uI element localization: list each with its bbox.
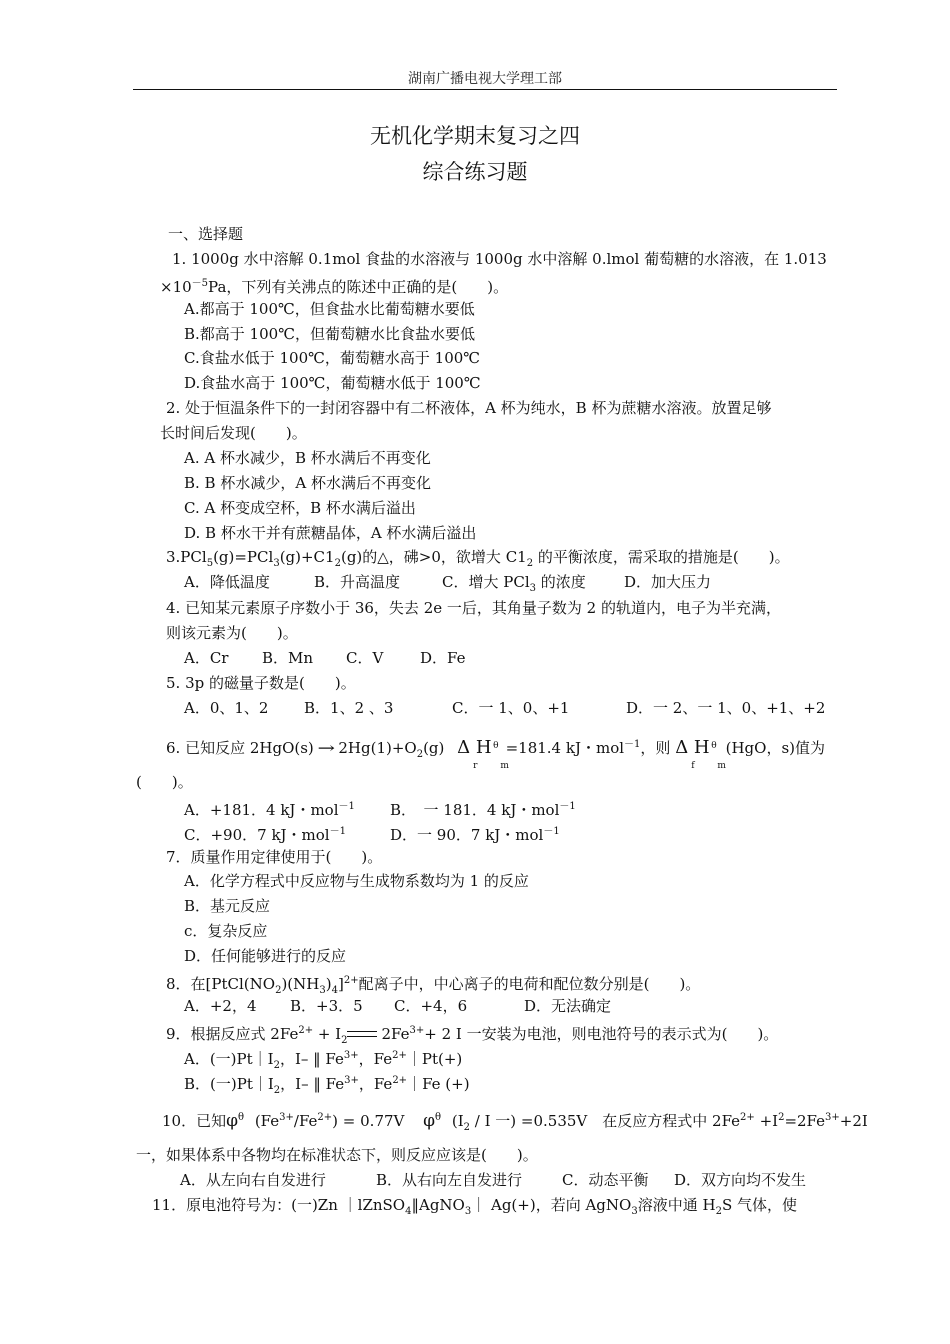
q10-option-b: B．从右向左自发进行 <box>376 1171 523 1189</box>
q6-option-b: B． 一 181．4 kJ・mol$^{-1}$ <box>390 801 576 819</box>
q3-option-a: A．降低温度 <box>184 573 270 591</box>
q7-option-d: D．任何能够进行的反应 <box>184 947 347 965</box>
q1-option-d: D.食盐水高于 100℃，葡萄糖水低于 100℃ <box>184 374 481 392</box>
q7-option-c: c．复杂反应 <box>184 922 268 940</box>
section-heading: 一、选择题 <box>168 225 244 243</box>
q2-option-b: B. B 杯水减少，A 杯水满后不再变化 <box>184 474 431 492</box>
reaction-arrow-icon: → <box>317 739 335 757</box>
q2-option-c: C. A 杯变成空杯，B 杯水满后溢出 <box>184 499 416 517</box>
q6-option-c: C．+90．7 kJ・mol$^{-1}$ <box>184 826 346 844</box>
q8-option-d: D．无法确定 <box>524 997 612 1015</box>
q4-stem-line1: 4. 已知某元素原子序数小于 36，失去 2e 一后，其角量子数为 2 的轨道内，电子为半充满， <box>166 599 781 617</box>
q8-stem: 8．在$[PtCl(NO_2)(NH_3)_4]^{2+}$配离子中，中心离子的电荷和配位数分别是( )。 <box>166 975 701 996</box>
q11-stem: 11．原电池符号为：(一)Zn ｜lZnSO$_4$‖AgNO$_3$｜ Ag(+)，若向 AgNO$_3$溶液中通 $H_2S$ 气体，使 <box>152 1196 797 1217</box>
q1-stem-line1: 1. 1000g 水中溶解 0.1mol 食盐的水溶液与 1000g 水中溶解 0.lmol 葡萄糖的水溶液，在 1.013 <box>172 250 827 268</box>
equilibrium-arrow-icon <box>347 1028 381 1042</box>
q3-stem: $3.PCl_5(g)=PCl_3(g)+C1_2(g)$的△，砩>0，欲增大 $C1_2$ 的平衡浓度，需采取的措施是( )。 <box>166 548 790 569</box>
q5-stem: 5. 3p 的磁量子数是( )。 <box>166 674 356 692</box>
q1-option-a: A.都高于 100℃，但食盐水比葡萄糖水要低 <box>184 300 475 318</box>
q2-stem-line2: 长时间后发现( )。 <box>160 424 307 442</box>
q9-option-b: B．(一)$Pt|I_2$，I– ‖ $Fe^{3+}$，$Fe^{2+}|Fe$ (+) <box>184 1075 470 1096</box>
q10-option-c: C．动态平衡 <box>562 1171 649 1189</box>
q6-stem-line1: 6. 已知反应 $2HgO(s) \to 2Hg(1)+O_2(g)$ Δ H θ r m =181.4 kJ・mol$^{-1}$，则 Δ H θ f m (HgO，s)值为 <box>166 737 826 771</box>
q4-option-b: B．Mn <box>262 649 314 667</box>
q10-option-a: A．从左向右自发进行 <box>180 1171 326 1189</box>
q5-option-a: A．0、1、2 <box>184 699 269 717</box>
q1-stem-line2: $\times 10^{-5}Pa$，下列有关沸点的陈述中正确的是( )。 <box>160 278 509 296</box>
q10-option-d: D．双方向均不发生 <box>674 1171 807 1189</box>
phi-symbol-2: φ <box>423 1111 436 1131</box>
q8-option-c: C．+4，6 <box>394 997 468 1015</box>
phi-symbol: φ <box>226 1111 238 1131</box>
q8-option-b: B．+3．5 <box>290 997 363 1015</box>
q7-option-b: B．基元反应 <box>184 897 271 915</box>
q6-option-d: D．一 90．7 kJ・mol$^{-1}$ <box>390 826 560 844</box>
q5-option-b: B．1、2 、3 <box>304 699 394 717</box>
q3-option-b: B．升高温度 <box>314 573 401 591</box>
header-rule <box>133 89 837 90</box>
q5-option-d: D．一 2、一 1、0、+1、+2 <box>626 699 826 717</box>
q7-option-a: A．化学方程式中反应物与生成物系数均为 1 的反应 <box>184 872 529 890</box>
q5-option-c: C．一 1、0、+1 <box>452 699 570 717</box>
q9-option-a: A．(一)$Pt|I_2$，I– ‖ $Fe^{3+}$，$Fe^{2+}|Pt(+)$ <box>184 1050 463 1071</box>
q4-option-c: C．V <box>346 649 384 667</box>
q10-stem-line1: 10．已知$\varphi^\theta$ $(Fe^{3+}/Fe^{2+}) = 0.77V$ $\varphi^\theta$ ($I_2$ / I 一) =0.535V 在反应方程式中 $2Fe^{2+} +I^2=2Fe^{3+}+2I$ <box>162 1111 868 1133</box>
q7-stem: 7．质量作用定律使用于( )。 <box>166 848 383 866</box>
q2-option-a: A. A 杯水减少，B 杯水满后不再变化 <box>184 449 431 467</box>
page-header: 湖南广播电视大学理工部 <box>408 71 562 87</box>
q2-stem-line1: 2. 处于恒温条件下的一封闭容器中有二杯液体，A 杯为纯水，B 杯为蔗糖水溶液。放置足够 <box>166 399 772 417</box>
q4-option-d: D．Fe <box>420 649 466 667</box>
q9-stem: 9．根据反应式 $2Fe^{2+} + I_2$ $2Fe^{3+}+ 2$ I 一安装为电池，则电池符号的表示式为( )。 <box>166 1025 779 1046</box>
q4-option-a: A．Cr <box>184 649 229 667</box>
q4-stem-line2: 则该元素为( )。 <box>166 624 298 642</box>
q1-option-b: B.都高于 100℃，但葡萄糖水比食盐水要低 <box>184 325 475 343</box>
delta-h-fm-symbol: Δ H θ f m <box>675 737 736 771</box>
q6-stem-line2: ( )。 <box>136 773 193 791</box>
delta-h-rm-symbol: Δ H θ r m <box>457 737 519 771</box>
q10-stem-line2: 一，如果体系中各物均在标准状态下，则反应应该是( )。 <box>136 1146 538 1164</box>
document-subtitle: 综合练习题 <box>422 160 528 184</box>
q6-option-a: A．+181．4 kJ・mol$^{-1}$ <box>184 801 355 819</box>
q2-option-d: D. B 杯水干并有蔗糖晶体，A 杯水满后溢出 <box>184 524 477 542</box>
q8-option-a: A．+2，4 <box>184 997 257 1015</box>
document-title: 无机化学期末复习之四 <box>370 124 580 148</box>
q3-option-c: C．增大 PCl$_3$ 的浓度 <box>442 573 586 594</box>
q1-option-c: C.食盐水低于 100℃，葡萄糖水高于 100℃ <box>184 349 481 367</box>
q3-option-d: D．加大压力 <box>624 573 712 591</box>
